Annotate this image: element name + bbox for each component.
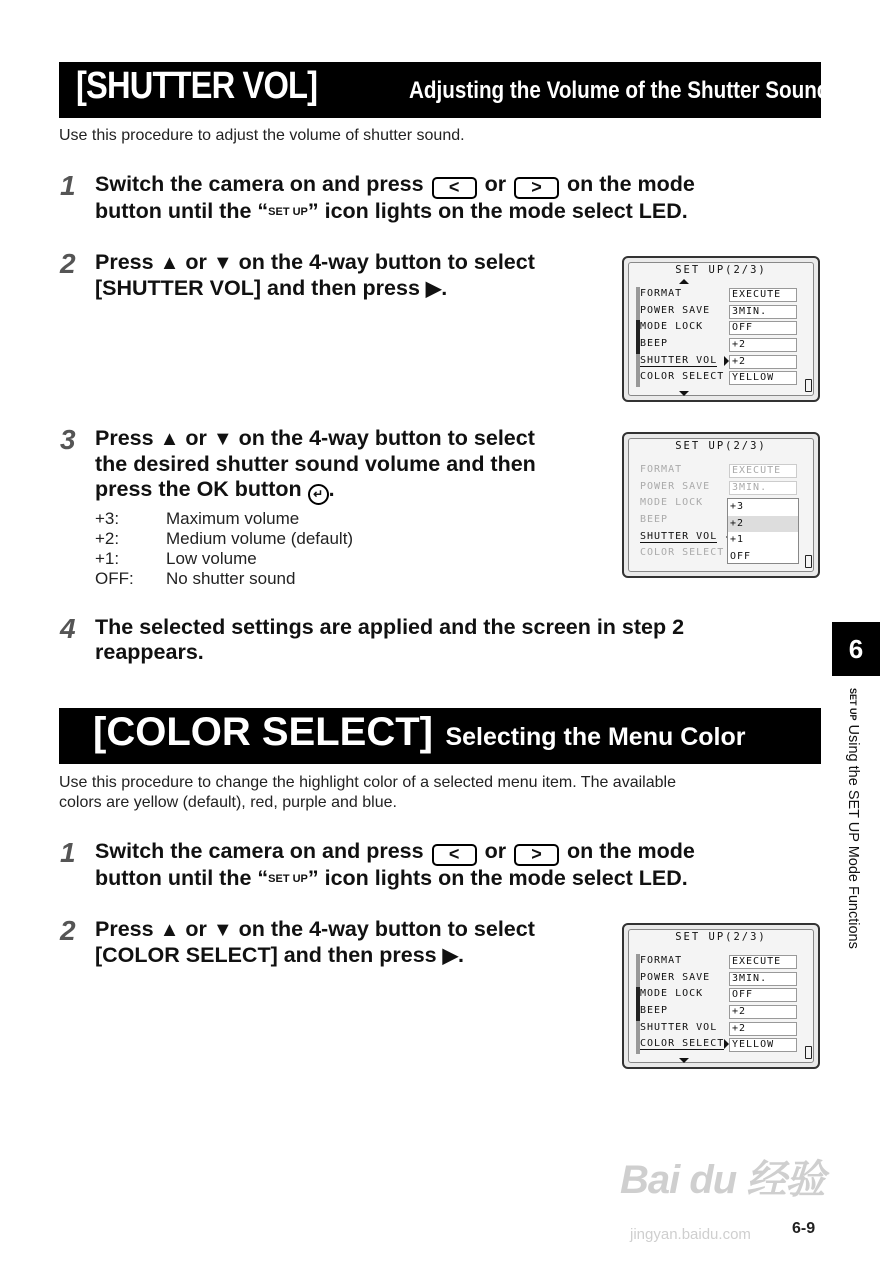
step-text-part: [SHUTTER VOL] and then press	[95, 276, 420, 300]
lcd-screen-setup-shutter	[622, 256, 820, 402]
section-title-main: [SHUTTER VOL]	[76, 65, 318, 107]
step-text: Press ▲ or ▼ on the 4-way button to select [COLOR SELECT] and then press ▶.	[95, 917, 535, 967]
lcd-row: SHUTTER VOL +2	[634, 1021, 810, 1038]
lcd-row: FORMAT EXECUTE	[634, 954, 810, 971]
step-text-part: on the mode	[567, 839, 695, 863]
volume-dropdown	[727, 498, 799, 564]
lcd-row: FORMAT EXECUTE	[634, 287, 810, 304]
chapter-side-label: SET UP Using the SET UP Mode Functions	[845, 688, 861, 949]
lcd-row-selected: SHUTTER VOL	[634, 530, 810, 547]
right-triangle-icon: ▶	[442, 945, 459, 967]
list-item: +1: Low volume	[95, 549, 257, 568]
scroll-down-icon	[679, 1058, 689, 1063]
ok-button-icon: ↵	[308, 484, 329, 505]
lcd-row: MODE LOCK OFF	[634, 987, 810, 1004]
section-title-sub: Selecting the Menu Color	[445, 723, 746, 751]
lcd-row: COLOR SELECT	[640, 547, 725, 559]
step-text-part: Switch the camera on and press	[95, 839, 424, 863]
step-number: 2	[60, 248, 76, 279]
or-text: or	[185, 426, 207, 450]
dropdown-option: OFF	[730, 550, 752, 562]
or-text: or	[185, 250, 207, 274]
up-triangle-icon: ▲	[159, 919, 180, 941]
battery-icon	[805, 555, 812, 568]
intro-text: Use this procedure to change the highlight color of a selected menu item. The available colors are yellow (default), red, purple and blue.	[59, 774, 676, 811]
step-number: 4	[60, 613, 76, 644]
lcd-title: SET UP(2/3)	[675, 440, 767, 452]
chapter-tab: 6	[832, 622, 880, 676]
lcd-row-selected: COLOR SELECT YELLOW	[634, 1037, 810, 1054]
up-triangle-icon: ▲	[159, 428, 180, 450]
lcd-screen-shutter-dropdown	[622, 432, 820, 578]
lcd-row: POWER SAVE 3MIN.	[634, 971, 810, 988]
section-title-shutter-vol	[59, 62, 830, 118]
step-text-part: button until the “	[95, 199, 269, 223]
dropdown-option: +2	[728, 516, 798, 533]
section-title-main: [COLOR SELECT]	[93, 710, 433, 754]
step-text-part: Press	[95, 250, 154, 274]
watermark-logo: Bai du 经验	[620, 1158, 825, 1202]
setup-mode-icon: SET UP	[268, 873, 308, 886]
step-text-part: Press	[95, 917, 154, 941]
lcd-title: SET UP(2/3)	[675, 264, 767, 276]
lcd-row: BEEP +2	[634, 337, 810, 354]
section-title-color-select	[59, 708, 821, 764]
list-item: +3: Maximum volume	[95, 509, 300, 528]
right-key-icon: >	[514, 844, 559, 866]
lcd-row: BEEP +2	[634, 1004, 810, 1021]
list-item: +2: Medium volume (default)	[95, 529, 354, 548]
step-text-part: The selected settings are applied and the screen in step 2	[95, 615, 685, 639]
lcd-row-selected: SHUTTER VOL +2	[634, 354, 810, 371]
step-text-part: reappears.	[95, 640, 204, 664]
step-text-part: Switch the camera on and press	[95, 172, 424, 196]
down-triangle-icon: ▼	[212, 428, 233, 450]
setup-mode-icon: SET UP	[848, 688, 858, 721]
step-text: Press ▲ or ▼ on the 4-way button to select the desired shutter sound volume and then press the OK button ↵ .	[95, 426, 536, 505]
lcd-row: COLOR SELECT YELLOW	[634, 370, 810, 387]
list-item: OFF: No shutter sound	[95, 569, 296, 588]
down-triangle-icon: ▼	[212, 919, 233, 941]
battery-icon	[805, 379, 812, 392]
volume-options-list	[95, 509, 353, 589]
watermark-url: jingyan.baidu.com	[630, 1226, 751, 1243]
battery-icon	[805, 1046, 812, 1059]
step-text-part: button until the “	[95, 866, 269, 890]
lcd-row: POWER SAVE 3MIN.	[634, 304, 810, 321]
scroll-up-icon	[679, 279, 689, 284]
page-number: 6-9	[792, 1220, 816, 1237]
lcd-row: MODE LOCK	[640, 497, 704, 509]
step-text	[95, 172, 695, 224]
step-text	[95, 839, 695, 891]
step-text-part: on the 4-way button to select	[238, 250, 535, 274]
lcd-screen-setup-color	[622, 923, 820, 1069]
dropdown-option: +1	[730, 534, 745, 545]
step-text-part: on the 4-way button to select	[238, 426, 535, 450]
step-text-part: the desired shutter sound volume and then	[95, 452, 536, 476]
step-text-part: press the OK button	[95, 477, 302, 501]
up-triangle-icon: ▲	[159, 252, 180, 274]
lcd-row: MODE LOCK OFF	[634, 320, 810, 337]
right-key-icon: >	[514, 177, 559, 199]
step-text-part: ” icon lights on the mode select LED.	[307, 866, 688, 890]
left-key-icon: <	[432, 177, 477, 199]
step-text	[95, 615, 684, 665]
dropdown-option: +3	[730, 501, 745, 512]
step-number: 2	[60, 915, 76, 946]
down-triangle-icon: ▼	[212, 252, 233, 274]
step-text-part: Press	[95, 426, 154, 450]
step-text: Press ▲ or ▼ on the 4-way button to select [SHUTTER VOL] and then press ▶.	[95, 250, 535, 300]
lcd-row: FORMAT EXECUTE	[634, 463, 810, 480]
or-text: or	[484, 839, 507, 863]
step-number: 1	[60, 837, 76, 868]
or-text: or	[185, 917, 207, 941]
step-text-part: [COLOR SELECT] and then press	[95, 943, 437, 967]
step-text-part: on the mode	[567, 172, 695, 196]
right-triangle-icon: ▶	[425, 278, 442, 300]
left-key-icon: <	[432, 844, 477, 866]
step-text-part: ” icon lights on the mode select LED.	[307, 199, 688, 223]
or-text: or	[484, 172, 507, 196]
step-text-part: on the 4-way button to select	[238, 917, 535, 941]
intro-text: Use this procedure to adjust the volume of shutter sound.	[59, 127, 465, 144]
section-title-sub: Adjusting the Volume of the Shutter Sound	[409, 77, 830, 104]
setup-mode-icon: SET UP	[268, 206, 308, 219]
lcd-row: POWER SAVE 3MIN.	[634, 480, 810, 497]
step-number: 3	[60, 424, 76, 455]
lcd-title: SET UP(2/3)	[675, 931, 767, 943]
scroll-down-icon	[679, 391, 689, 396]
lcd-row: BEEP	[640, 514, 669, 526]
step-number: 1	[60, 170, 76, 201]
